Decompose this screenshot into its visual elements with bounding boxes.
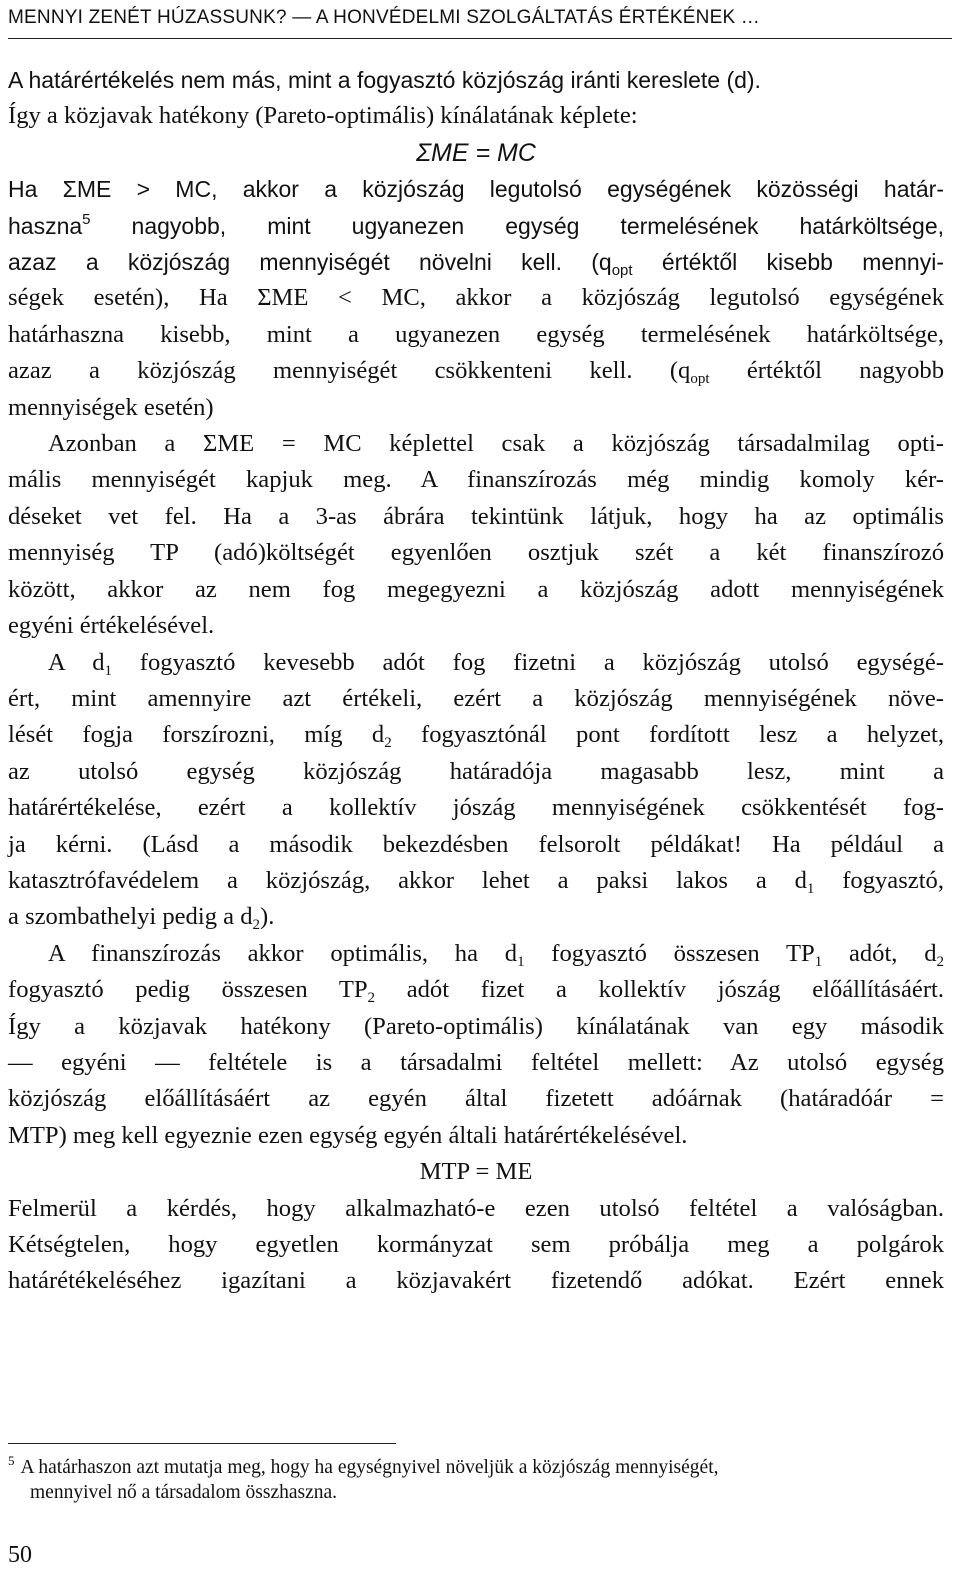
text-line: határétékeléséhez igazítani a közjavakért fizetendő adókat. Ezért ennek (8, 1267, 944, 1295)
text-line: katasztrófavédelem a közjószág, akkor lehet a paksi lakos a $d_1$ fogyasztó, (8, 866, 944, 897)
text-line: egyéni értékelésével. (8, 612, 215, 640)
running-header: MENNYI ZENÉT HÚZASSUNK? — A HONVÉDELMI SZOLGÁLTATÁS ÉRTÉKÉNEK … (8, 7, 761, 28)
text-line: fogyasztó pedig összesen $TP_2$ adót fizet a kollektív jószág előállításáért. (8, 976, 944, 1007)
footnote (8, 1455, 944, 1505)
text-line: lését fogja forszírozni, míg $d_2$ fogyasztónál pont fordított lesz a helyzet, (8, 721, 944, 752)
text-line: a szombathelyi pedig a $d_2$). (8, 903, 275, 934)
text-line: azaz a közjószág mennyiségét növelni kell. ($q_{opt}$ értéktől kisebb mennyi- (8, 249, 944, 280)
footnote-line: mennyivel nő a társadalom összhaszna. (30, 1482, 338, 1503)
text-line: határhaszna kisebb, mint a ugyanezen egység termelésének határköltsége, (8, 320, 944, 348)
header-rule (8, 38, 952, 39)
text-line: Felmerül a kérdés, hogy alkalmazható-e ezen utolsó feltétel a valóságban. (8, 1194, 944, 1222)
text-line: azaz a közjószág mennyiségét csökkenteni kell. ($q_{opt}$ értéktől nagyobb (8, 357, 944, 388)
text-line: A $d_1$ fogyasztó kevesebb adót fog fizetni a közjószág utolsó egységé- (48, 648, 944, 679)
page-number: 50 (8, 1542, 32, 1568)
formula-mtp-me: MTP = ME (419, 1158, 533, 1186)
text-line: Azonban a ΣME = MC képlettel csak a közjószág társadalmilag opti- (48, 430, 944, 458)
formula-sum-me-mc: ΣME = MC (416, 138, 536, 167)
text-line: ért, mint amennyire azt értékeli, ezért a közjószág mennyiségének növe- (8, 684, 944, 712)
text-line: A határértékelés nem más, mint a fogyasztó közjószág iránti kereslete (d). (8, 67, 761, 93)
text-line: Ha ΣME > MC, akkor a közjószág legutolsó egységének közösségi határ- (8, 176, 944, 203)
body-text (8, 62, 944, 1300)
text-line: Így a közjavak hatékony (Pareto-optimális) kínálatának van egy második (8, 1012, 944, 1040)
text-line: az utolsó egység közjószág határadója magasabb lesz, mint a (8, 757, 944, 785)
text-line: ségek esetén), Ha ΣME < MC, akkor a közjószág legutolsó egységének (8, 284, 944, 312)
text-line: közjószág előállításáért az egyén által fizetett adóárnak (határadóár = (8, 1085, 944, 1113)
text-line: déseket vet fel. Ha a 3-as ábrára tekintünk látjuk, hogy ha az optimális (8, 502, 944, 530)
text-line: mennyiségek esetén) (8, 393, 214, 421)
text-line: Kétségtelen, hogy egyetlen kormányzat sem próbálja meg a polgárok (8, 1231, 944, 1258)
text-line: A finanszírozás akkor optimális, ha $d_1$ fogyasztó összesen $TP_1$ adót, $d_2$ (48, 939, 944, 970)
text-line: határértékelése, ezért a kollektív jószág mennyiségének csökkentését fog- (8, 794, 944, 822)
text-line: Így a közjavak hatékony (Pareto-optimális) kínálatának képlete: (8, 102, 638, 130)
text-line: haszna$^5$ nagyobb, mint ugyanezen egység termelésének határköltsége, (8, 210, 944, 239)
footnote-reference: 5 (82, 210, 91, 228)
text-line: ja kérni. (Lásd a második bekezdésben felsorolt példákat! Ha például a (8, 830, 944, 858)
footnote-line: $^5$ A határhaszon azt mutatja meg, hogy ha egységnyivel növeljük a közjószág mennyiségét, (8, 1453, 719, 1478)
footnote-rule (8, 1443, 396, 1444)
footnote-mark: 5 (8, 1453, 15, 1468)
text-line: között, akkor az nem fog megegyezni a közjószág adott mennyiségének (8, 575, 944, 603)
text-line: mennyiség TP (adó)költségét egyenlően osztjuk szét a két finanszírozó (8, 539, 944, 567)
text-line: — egyéni — feltétele is a társadalmi feltétel mellett: Az utolsó egység (8, 1048, 944, 1076)
text-line: MTP) meg kell egyeznie ezen egység egyén általi határértékelésével. (8, 1121, 688, 1149)
text-line: mális mennyiségét kapjuk meg. A finanszírozás még mindig komoly kér- (8, 466, 944, 494)
